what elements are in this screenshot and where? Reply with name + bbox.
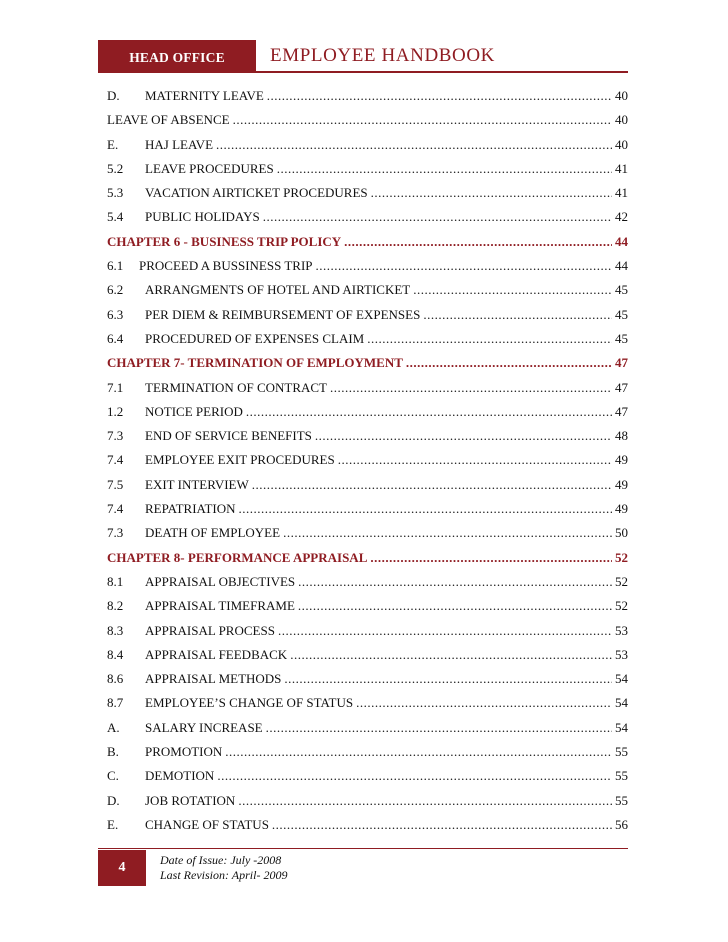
head-office-label: HEAD OFFICE bbox=[98, 40, 256, 73]
toc-entry-title: APPRAISAL PROCESS bbox=[145, 622, 275, 638]
toc-dot-leader bbox=[298, 598, 612, 614]
toc-chapter-heading[interactable] bbox=[107, 546, 628, 570]
toc-dot-leader bbox=[225, 744, 612, 760]
toc-entry-number: 8.2 bbox=[107, 598, 124, 614]
toc-entry[interactable] bbox=[107, 424, 628, 448]
toc-entry[interactable] bbox=[107, 740, 628, 764]
toc-entry-number: C. bbox=[107, 768, 119, 784]
toc-page-number: 55 bbox=[615, 744, 628, 760]
toc-dot-leader bbox=[330, 380, 612, 396]
toc-entry[interactable] bbox=[107, 133, 628, 157]
toc-page-number: 45 bbox=[615, 330, 628, 346]
toc-page-number: 52 bbox=[615, 573, 628, 589]
toc-entry-number: B. bbox=[107, 744, 119, 760]
toc-entry-title: TERMINATION OF CONTRACT bbox=[145, 379, 327, 395]
toc-dot-leader bbox=[370, 550, 612, 566]
toc-page-number: 53 bbox=[615, 646, 628, 662]
table-of-contents bbox=[107, 84, 628, 837]
toc-entry[interactable] bbox=[107, 691, 628, 715]
footer-divider bbox=[98, 848, 628, 849]
toc-entry[interactable] bbox=[107, 521, 628, 545]
toc-entry-number: 8.7 bbox=[107, 695, 124, 711]
toc-entry-number: D. bbox=[107, 88, 120, 103]
toc-entry-title: APPRAISAL FEEDBACK bbox=[145, 646, 288, 662]
toc-dot-leader bbox=[272, 817, 612, 833]
toc-entry-title: PROCEDURED OF EXPENSES CLAIM bbox=[145, 330, 365, 346]
toc-page-number: 48 bbox=[615, 428, 628, 444]
toc-entry-title: NOTICE PERIOD bbox=[145, 403, 243, 419]
toc-dot-leader bbox=[423, 307, 612, 323]
toc-entry-number: E. bbox=[107, 136, 119, 152]
handbook-title: EMPLOYEE HANDBOOK bbox=[270, 45, 495, 66]
toc-entry[interactable] bbox=[107, 181, 628, 205]
toc-entry-title: VACATION AIRTICKET PROCEDURES bbox=[145, 185, 368, 201]
toc-dot-leader bbox=[284, 671, 612, 687]
toc-page-number: 40 bbox=[615, 88, 628, 103]
toc-entry-title: MATERNITY LEAVE bbox=[145, 88, 264, 103]
toc-entry-title: CHAPTER 8- PERFORMANCE APPRAISAL bbox=[107, 549, 368, 565]
toc-entry-number: 7.3 bbox=[107, 428, 124, 444]
toc-dot-leader bbox=[316, 258, 612, 274]
toc-entry-number: 6.2 bbox=[107, 282, 124, 298]
toc-entry[interactable] bbox=[107, 448, 628, 472]
toc-entry-title: APPRAISAL OBJECTIVES bbox=[145, 573, 296, 589]
toc-entry-number: E. bbox=[107, 816, 119, 832]
toc-entry-title: CHANGE OF STATUS bbox=[145, 816, 269, 832]
toc-entry-title: PER DIEM & REIMBURSEMENT OF EXPENSES bbox=[145, 306, 421, 322]
toc-dot-leader bbox=[298, 574, 612, 590]
toc-entry-title: EMPLOYEE EXIT PROCEDURES bbox=[145, 452, 335, 468]
toc-entry[interactable] bbox=[107, 84, 628, 108]
toc-entry[interactable] bbox=[107, 278, 628, 302]
toc-entry-title: END OF SERVICE BENEFITS bbox=[145, 428, 312, 444]
toc-entry-number: A. bbox=[107, 719, 120, 735]
toc-chapter-heading[interactable] bbox=[107, 230, 628, 254]
toc-page-number: 45 bbox=[615, 306, 628, 322]
toc-page-number: 54 bbox=[615, 671, 628, 687]
toc-entry-number: 8.1 bbox=[107, 573, 124, 589]
toc-dot-leader bbox=[252, 477, 612, 493]
toc-entry[interactable] bbox=[107, 400, 628, 424]
toc-dot-leader bbox=[239, 501, 612, 517]
toc-entry[interactable] bbox=[107, 594, 628, 618]
toc-entry-title: EXIT INTERVIEW bbox=[145, 476, 249, 492]
toc-page-number: 45 bbox=[615, 282, 628, 298]
toc-entry[interactable] bbox=[107, 764, 628, 788]
toc-page-number: 49 bbox=[615, 501, 628, 517]
toc-entry-title: DEMOTION bbox=[145, 768, 215, 784]
toc-page-number: 52 bbox=[615, 549, 628, 565]
toc-dot-leader bbox=[338, 452, 612, 468]
toc-dot-leader bbox=[371, 185, 612, 201]
toc-entry-number: 1.2 bbox=[107, 403, 124, 419]
toc-page-number: 47 bbox=[615, 379, 628, 395]
toc-entry-number: 8.6 bbox=[107, 671, 124, 687]
toc-entry[interactable] bbox=[107, 205, 628, 229]
toc-dot-leader bbox=[238, 793, 612, 809]
toc-entry-title: JOB ROTATION bbox=[145, 792, 236, 808]
toc-entry-title: DEATH OF EMPLOYEE bbox=[145, 525, 281, 541]
toc-entry-number: 6.3 bbox=[107, 306, 124, 322]
toc-dot-leader bbox=[263, 209, 612, 225]
toc-dot-leader bbox=[290, 647, 612, 663]
last-revision: Last Revision: April- 2009 bbox=[160, 868, 288, 882]
toc-entry-number: D. bbox=[107, 792, 120, 808]
toc-entry-number: 8.4 bbox=[107, 646, 124, 662]
toc-dot-leader bbox=[413, 282, 612, 298]
toc-page-number: 44 bbox=[615, 233, 628, 249]
toc-page-number: 49 bbox=[615, 476, 628, 492]
toc-entry-number: 7.1 bbox=[107, 379, 124, 395]
toc-page-number: 53 bbox=[615, 622, 628, 638]
toc-page-number: 55 bbox=[615, 792, 628, 808]
toc-dot-leader bbox=[216, 137, 612, 153]
toc-entry[interactable] bbox=[107, 570, 628, 594]
toc-entry-title: CHAPTER 6 - BUSINESS TRIP POLICY bbox=[107, 233, 342, 249]
toc-entry[interactable] bbox=[107, 789, 628, 813]
toc-dot-leader bbox=[315, 428, 612, 444]
toc-entry-number: 7.3 bbox=[107, 525, 124, 541]
toc-page-number: 56 bbox=[615, 816, 628, 832]
page-header bbox=[98, 40, 628, 73]
toc-entry-title: APPRAISAL METHODS bbox=[145, 671, 282, 687]
toc-entry[interactable] bbox=[107, 303, 628, 327]
toc-dot-leader bbox=[356, 695, 612, 711]
toc-entry-title: HAJ LEAVE bbox=[145, 136, 214, 152]
issue-date: Date of Issue: July -2008 bbox=[160, 853, 282, 867]
toc-dot-leader bbox=[277, 161, 612, 177]
toc-chapter-heading[interactable] bbox=[107, 351, 628, 375]
toc-entry-title: REPATRIATION bbox=[145, 501, 236, 517]
toc-entry[interactable] bbox=[107, 667, 628, 691]
toc-entry-title: CHAPTER 7- TERMINATION OF EMPLOYMENT bbox=[107, 355, 403, 371]
toc-entry-number: 5.4 bbox=[107, 209, 124, 225]
toc-page-number: 47 bbox=[615, 355, 628, 371]
toc-entry[interactable] bbox=[107, 327, 628, 351]
toc-page-number: 44 bbox=[615, 258, 628, 274]
toc-entry-number: 5.3 bbox=[107, 185, 124, 201]
toc-page-number: 41 bbox=[615, 160, 628, 176]
toc-entry[interactable] bbox=[107, 108, 628, 132]
toc-entry-number: 7.5 bbox=[107, 476, 124, 492]
toc-page-number: 50 bbox=[615, 525, 628, 541]
toc-page-number: 40 bbox=[615, 112, 628, 128]
toc-entry-title: APPRAISAL TIMEFRAME bbox=[145, 598, 295, 614]
toc-entry-number: 6.4 bbox=[107, 330, 124, 346]
toc-dot-leader bbox=[267, 88, 612, 104]
toc-entry-title: LEAVE OF ABSENCE bbox=[107, 112, 230, 128]
toc-entry-number: 7.4 bbox=[107, 501, 124, 517]
toc-entry-title: EMPLOYEE’S CHANGE OF STATUS bbox=[145, 695, 354, 711]
toc-page-number: 49 bbox=[615, 452, 628, 468]
toc-page-number: 55 bbox=[615, 768, 628, 784]
toc-dot-leader bbox=[367, 331, 612, 347]
toc-entry-title: ARRANGMENTS OF HOTEL AND AIRTICKET bbox=[145, 282, 411, 298]
toc-entry-number: 6.1 bbox=[107, 258, 124, 274]
toc-dot-leader bbox=[233, 112, 612, 128]
toc-dot-leader bbox=[246, 404, 612, 420]
toc-dot-leader bbox=[217, 768, 612, 784]
toc-entry-title: LEAVE PROCEDURES bbox=[145, 160, 274, 176]
toc-entry-title: PROCEED A BUSSINESS TRIP bbox=[139, 258, 313, 274]
toc-entry[interactable] bbox=[107, 643, 628, 667]
toc-page-number: 47 bbox=[615, 403, 628, 419]
toc-page-number: 41 bbox=[615, 185, 628, 201]
toc-page-number: 42 bbox=[615, 209, 628, 225]
toc-entry-number: 5.2 bbox=[107, 160, 124, 176]
toc-entry[interactable] bbox=[107, 813, 628, 837]
toc-page-number: 52 bbox=[615, 598, 628, 614]
toc-dot-leader bbox=[406, 355, 612, 371]
toc-dot-leader bbox=[266, 720, 612, 736]
revision-info bbox=[160, 853, 287, 883]
toc-dot-leader bbox=[278, 623, 612, 639]
toc-dot-leader bbox=[344, 234, 612, 250]
toc-entry-title: PROMOTION bbox=[145, 744, 223, 760]
toc-entry-title: SALARY INCREASE bbox=[145, 719, 263, 735]
toc-entry[interactable] bbox=[107, 254, 628, 278]
toc-entry[interactable] bbox=[107, 157, 628, 181]
toc-page-number: 40 bbox=[615, 136, 628, 152]
page-number: 4 bbox=[98, 850, 146, 886]
toc-page-number: 54 bbox=[615, 695, 628, 711]
toc-entry[interactable] bbox=[107, 716, 628, 740]
header-divider bbox=[98, 71, 628, 73]
toc-entry[interactable] bbox=[107, 376, 628, 400]
toc-page-number: 54 bbox=[615, 719, 628, 735]
toc-entry[interactable] bbox=[107, 473, 628, 497]
toc-entry-number: 7.4 bbox=[107, 452, 124, 468]
toc-entry-number: 8.3 bbox=[107, 622, 124, 638]
toc-entry-title: PUBLIC HOLIDAYS bbox=[145, 209, 260, 225]
toc-entry[interactable] bbox=[107, 497, 628, 521]
toc-dot-leader bbox=[283, 525, 612, 541]
toc-entry[interactable] bbox=[107, 619, 628, 643]
